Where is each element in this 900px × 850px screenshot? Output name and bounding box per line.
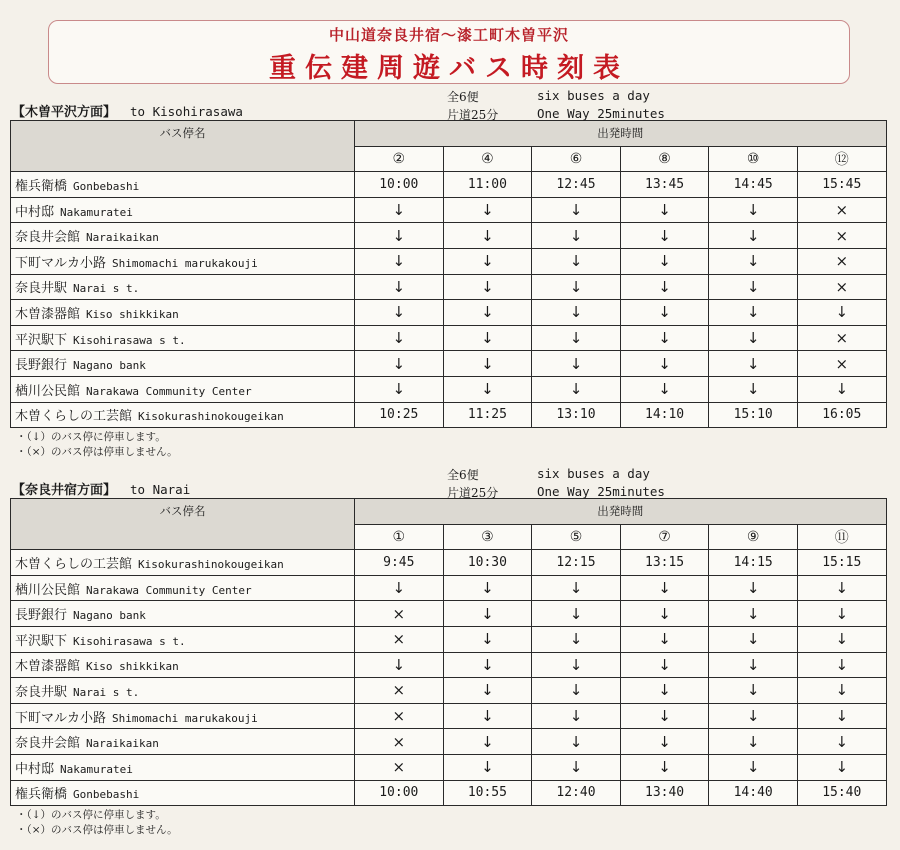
stop-name-ja: 権兵衛橋: [15, 787, 68, 803]
stop-marker: ×: [797, 274, 886, 300]
stop-marker: ↓: [797, 678, 886, 704]
stop-marker: ↓: [620, 754, 709, 780]
direction-en: to Narai: [130, 482, 191, 497]
legend-notes: [10, 808, 890, 838]
stop-marker: ↓: [443, 729, 532, 755]
stop-marker: ↓: [620, 575, 709, 601]
stop-name-ja: 権兵衛橋: [15, 178, 68, 194]
stop-name-en: Nagano bank: [73, 609, 146, 623]
stop-name-ja: 奈良井会館: [15, 736, 81, 752]
stop-name-ja: 楢川公民館: [15, 582, 81, 598]
title-box: [48, 20, 850, 84]
stop-marker: ↓: [620, 678, 709, 704]
stop-name-ja: 平沢駅下: [15, 633, 68, 649]
stop-marker: ↓: [532, 197, 621, 223]
departure-time: 10:00: [355, 780, 444, 806]
trip-number: ①: [355, 524, 444, 550]
table-row: [11, 248, 887, 274]
table-row: [11, 601, 887, 627]
stop-name-ja: 奈良井駅: [15, 684, 68, 700]
stop-marker: ↓: [797, 575, 886, 601]
stop-marker: ↓: [797, 376, 886, 402]
stop-marker: ↓: [443, 274, 532, 300]
stop-name-ja: 楢川公民館: [15, 383, 81, 399]
stop-name-ja: 下町マルカ小路: [15, 710, 107, 726]
stop-name-en: Shimomachi marukakouji: [112, 711, 258, 725]
stop-name-en: Kisohirasawa s t.: [73, 634, 186, 648]
table-row: [11, 652, 887, 678]
section-header: [10, 466, 890, 498]
stop-marker: ×: [355, 626, 444, 652]
trip-number: ⑨: [709, 524, 798, 550]
page-title: 重伝建周遊バス時刻表: [269, 53, 629, 84]
route-subtitle: 中山道奈良井宿〜漆工町木曽平沢: [328, 26, 569, 44]
stop-name-ja: 奈良井駅: [15, 281, 68, 297]
stop-marker: ↓: [709, 351, 798, 377]
stop-marker: ↓: [620, 325, 709, 351]
stop-marker: ↓: [355, 575, 444, 601]
stop-name-en: Gonbebashi: [73, 788, 140, 802]
stop-name-en: Narai s t.: [73, 685, 140, 699]
table-row: [11, 300, 887, 326]
stop-marker: ↓: [709, 248, 798, 274]
stop-name-ja: 木曽くらしの工芸館: [15, 409, 133, 425]
stop-marker: ↓: [709, 703, 798, 729]
table-row: [11, 626, 887, 652]
stop-marker: ↓: [709, 678, 798, 704]
table-row: [11, 703, 887, 729]
stop-marker: ×: [355, 601, 444, 627]
trip-number: ②: [355, 146, 444, 172]
one-way-en: One Way 25minutes: [537, 484, 665, 499]
section-to-kisohirasawa: [10, 88, 890, 460]
stop-name: [11, 351, 355, 377]
stop-marker: ×: [355, 754, 444, 780]
stop-marker: ↓: [532, 729, 621, 755]
stop-name: [11, 300, 355, 326]
trip-number: ④: [443, 146, 532, 172]
header-row: [11, 499, 887, 525]
section-to-narai: [10, 466, 890, 838]
stop-marker: ↓: [355, 223, 444, 249]
stop-marker: ↓: [709, 325, 798, 351]
stop-marker: ↓: [355, 652, 444, 678]
stop-name: [11, 754, 355, 780]
departure-time: 10:25: [355, 402, 444, 428]
stop-name: [11, 626, 355, 652]
stop-name: [11, 780, 355, 806]
timetable: [10, 120, 887, 428]
section-header: [10, 88, 890, 120]
direction-label: [12, 101, 243, 120]
stop-name-ja: 平沢駅下: [15, 332, 68, 348]
stop-marker: ×: [797, 197, 886, 223]
stop-marker: ×: [355, 678, 444, 704]
table-row: [11, 550, 887, 576]
departure-time: 9:45: [355, 550, 444, 576]
departure-time: 16:05: [797, 402, 886, 428]
header-row: [11, 121, 887, 147]
stop-marker: ↓: [797, 754, 886, 780]
stop-marker: ↓: [532, 652, 621, 678]
stop-name: [11, 402, 355, 428]
table-row: [11, 172, 887, 198]
stop-marker: ↓: [532, 754, 621, 780]
stop-marker: ↓: [620, 197, 709, 223]
stop-marker: ↓: [443, 652, 532, 678]
table-row: [11, 325, 887, 351]
bus-count-ja: 全6便: [447, 90, 479, 104]
stop-name: [11, 223, 355, 249]
stop-marker: ↓: [355, 300, 444, 326]
stop-name: [11, 172, 355, 198]
stop-marker: ↓: [443, 703, 532, 729]
stop-marker: ↓: [443, 248, 532, 274]
stop-marker: ↓: [532, 274, 621, 300]
trip-number: ⑩: [709, 146, 798, 172]
stop-marker: ↓: [709, 376, 798, 402]
trip-number: ⑫: [797, 146, 886, 172]
stop-name-en: Narai s t.: [73, 282, 140, 296]
departure-time: 10:30: [443, 550, 532, 576]
stop-marker: ↓: [620, 652, 709, 678]
table-row: [11, 575, 887, 601]
stop-name: [11, 325, 355, 351]
stop-marker: ↓: [797, 300, 886, 326]
stop-marker: ×: [797, 223, 886, 249]
stop-marker: ↓: [443, 351, 532, 377]
departure-time: 15:10: [709, 402, 798, 428]
stop-marker: ×: [797, 351, 886, 377]
stop-marker: ↓: [355, 376, 444, 402]
table-row: [11, 197, 887, 223]
stop-marker: ↓: [797, 729, 886, 755]
stop-marker: ↓: [443, 754, 532, 780]
trip-number: ③: [443, 524, 532, 550]
stop-marker: ↓: [443, 325, 532, 351]
departure-time: 14:10: [620, 402, 709, 428]
stop-name-en: Gonbebashi: [73, 179, 140, 193]
stop-marker: ↓: [443, 678, 532, 704]
table-row: [11, 678, 887, 704]
stop-marker: ↓: [532, 248, 621, 274]
departure-time: 12:15: [532, 550, 621, 576]
stop-name-ja: 中村邸: [15, 761, 55, 777]
table-row: [11, 402, 887, 428]
stop-marker: ↓: [532, 223, 621, 249]
stop-marker: ↓: [709, 300, 798, 326]
stop-name: [11, 678, 355, 704]
stop-name-en: Nagano bank: [73, 359, 146, 373]
stop-marker: ↓: [709, 626, 798, 652]
stop-name-en: Nakamuratei: [60, 762, 133, 776]
departure-time: 13:40: [620, 780, 709, 806]
legend-note: ・（↓）のバス停に停車します。: [16, 809, 166, 822]
table-row: [11, 780, 887, 806]
stop-marker: ↓: [620, 248, 709, 274]
trip-number: ⑧: [620, 146, 709, 172]
stop-name: [11, 550, 355, 576]
stop-marker: ↓: [709, 754, 798, 780]
stop-marker: ↓: [355, 197, 444, 223]
timetable: [10, 498, 887, 806]
stop-name: [11, 729, 355, 755]
departure-time: 15:40: [797, 780, 886, 806]
stop-name: [11, 575, 355, 601]
stop-marker: ↓: [709, 197, 798, 223]
stop-name: [11, 197, 355, 223]
table-row: [11, 729, 887, 755]
legend-notes: [10, 430, 890, 460]
stop-marker: ↓: [355, 325, 444, 351]
table-row: [11, 223, 887, 249]
stop-marker: ↓: [709, 575, 798, 601]
trip-number: ⑥: [532, 146, 621, 172]
stop-marker: ↓: [532, 703, 621, 729]
bus-count-en: six buses a day: [537, 466, 650, 481]
stop-name-header: バス停名: [11, 499, 355, 550]
departure-time: 15:15: [797, 550, 886, 576]
stop-marker: ×: [797, 248, 886, 274]
stop-name-en: Nakamuratei: [60, 205, 133, 219]
departure-time: 15:45: [797, 172, 886, 198]
stop-marker: ↓: [355, 351, 444, 377]
stop-marker: ↓: [620, 601, 709, 627]
stop-name-en: Naraikaikan: [86, 737, 159, 751]
stop-name: [11, 248, 355, 274]
stop-name-ja: 奈良井会館: [15, 230, 81, 246]
stop-name-en: Naraikaikan: [86, 231, 159, 245]
stop-marker: ↓: [532, 575, 621, 601]
departure-time: 13:45: [620, 172, 709, 198]
direction-label: [12, 479, 190, 498]
direction-ja: 【木曽平沢方面】: [12, 105, 117, 120]
stop-marker: ↓: [443, 223, 532, 249]
direction-ja: 【奈良井宿方面】: [12, 483, 117, 498]
stop-marker: ↓: [532, 300, 621, 326]
table-row: [11, 351, 887, 377]
legend-note: ・（×）のバス停は停車しません。: [16, 824, 178, 837]
stop-name-en: Kiso shikkikan: [86, 660, 179, 674]
stop-marker: ↓: [620, 300, 709, 326]
one-way-en: One Way 25minutes: [537, 106, 665, 121]
stop-marker: ↓: [532, 376, 621, 402]
stop-marker: ↓: [797, 626, 886, 652]
departure-time: 12:40: [532, 780, 621, 806]
stop-name-ja: 中村邸: [15, 204, 55, 220]
trip-number: ⑦: [620, 524, 709, 550]
stop-name: [11, 376, 355, 402]
stop-name-ja: 木曽漆器館: [15, 306, 81, 322]
stop-marker: ↓: [443, 376, 532, 402]
one-way-ja: 片道25分: [447, 108, 499, 122]
departure-time: 11:00: [443, 172, 532, 198]
stop-marker: ×: [797, 325, 886, 351]
stop-marker: ↓: [620, 223, 709, 249]
legend-note: ・（↓）のバス停に停車します。: [16, 431, 166, 444]
table-row: [11, 376, 887, 402]
stop-marker: ↓: [620, 376, 709, 402]
trip-number: ⑤: [532, 524, 621, 550]
stop-marker: ↓: [797, 652, 886, 678]
stop-marker: ↓: [532, 626, 621, 652]
table-row: [11, 274, 887, 300]
stop-marker: ↓: [532, 351, 621, 377]
stop-marker: ↓: [797, 601, 886, 627]
departure-time: 14:15: [709, 550, 798, 576]
stop-name: [11, 601, 355, 627]
departure-time: 10:55: [443, 780, 532, 806]
stop-marker: ↓: [620, 626, 709, 652]
stop-name-ja: 下町マルカ小路: [15, 255, 107, 271]
stop-name-ja: 長野銀行: [15, 358, 68, 374]
stop-marker: ↓: [355, 248, 444, 274]
stop-marker: ↓: [709, 652, 798, 678]
stop-name-en: Narakawa Community Center: [86, 384, 252, 398]
stop-marker: ×: [355, 703, 444, 729]
stop-marker: ↓: [443, 601, 532, 627]
departure-time: 11:25: [443, 402, 532, 428]
stop-marker: ↓: [443, 300, 532, 326]
stop-name: [11, 652, 355, 678]
stop-marker: ↓: [620, 274, 709, 300]
stop-name-ja: 木曽漆器館: [15, 659, 81, 675]
stop-name-en: Shimomachi marukakouji: [112, 256, 258, 270]
departure-time: 14:45: [709, 172, 798, 198]
departure-time: 10:00: [355, 172, 444, 198]
stop-marker: ↓: [532, 678, 621, 704]
stop-marker: ↓: [443, 575, 532, 601]
stop-marker: ↓: [709, 274, 798, 300]
stop-marker: ×: [355, 729, 444, 755]
stop-name-en: Narakawa Community Center: [86, 583, 252, 597]
stop-name: [11, 274, 355, 300]
stop-marker: ↓: [709, 223, 798, 249]
bus-count-en: six buses a day: [537, 88, 650, 103]
stop-name-en: Kisokurashinokougeikan: [138, 557, 284, 571]
departure-time: 12:45: [532, 172, 621, 198]
departure-time: 14:40: [709, 780, 798, 806]
stop-name-header: バス停名: [11, 121, 355, 172]
departure-time: 13:10: [532, 402, 621, 428]
stop-marker: ↓: [532, 325, 621, 351]
stop-marker: ↓: [709, 601, 798, 627]
departure-time: 13:15: [620, 550, 709, 576]
stop-name-ja: 長野銀行: [15, 608, 68, 624]
direction-en: to Kisohirasawa: [130, 104, 243, 119]
stop-marker: ↓: [355, 274, 444, 300]
stop-marker: ↓: [797, 703, 886, 729]
stop-name-en: Kiso shikkikan: [86, 307, 179, 321]
stop-marker: ↓: [709, 729, 798, 755]
stop-name: [11, 703, 355, 729]
stop-marker: ↓: [532, 601, 621, 627]
stop-marker: ↓: [443, 197, 532, 223]
stop-marker: ↓: [443, 626, 532, 652]
trip-number: ⑪: [797, 524, 886, 550]
departure-time-header: 出発時間: [355, 121, 887, 147]
stop-name-ja: 木曽くらしの工芸館: [15, 556, 133, 572]
departure-time-header: 出発時間: [355, 499, 887, 525]
stop-name-en: Kisohirasawa s t.: [73, 333, 186, 347]
legend-note: ・（×）のバス停は停車しません。: [16, 446, 178, 459]
stop-marker: ↓: [620, 729, 709, 755]
one-way-ja: 片道25分: [447, 486, 499, 500]
stop-marker: ↓: [620, 703, 709, 729]
table-row: [11, 754, 887, 780]
bus-count-ja: 全6便: [447, 468, 479, 482]
stop-marker: ↓: [620, 351, 709, 377]
stop-name-en: Kisokurashinokougeikan: [138, 410, 284, 424]
